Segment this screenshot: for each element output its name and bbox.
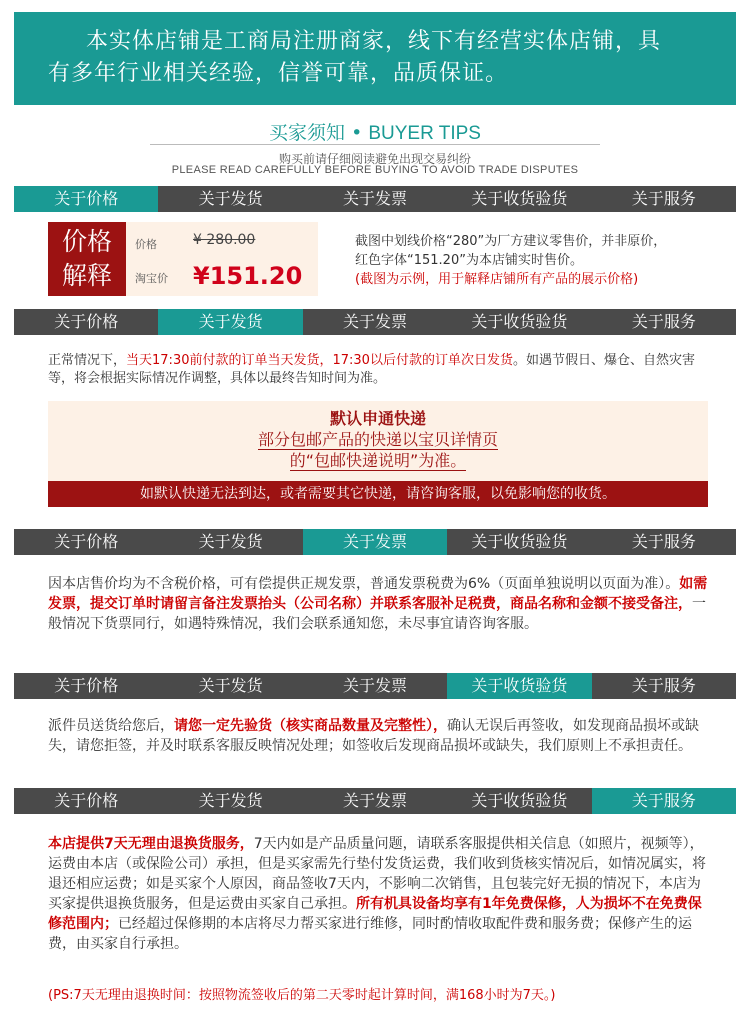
price-explain-line-1: 截图中划线价格“280”为厂方建议零售价，并非原价， xyxy=(355,234,667,249)
tips-divider xyxy=(150,144,600,145)
tab-receipt[interactable]: 关于收货验货 xyxy=(471,189,568,208)
service-text-highlight-2: 所有机具设备均享有1年免费保修，人为损坏不在免费保修范围内； xyxy=(48,896,702,932)
express-line-1 xyxy=(48,429,708,450)
tab-price[interactable]: 关于价格 xyxy=(14,186,158,212)
shipping-text-highlight: 当天17:30前付款的订单当天发货，17:30以后付款的订单次日发货 xyxy=(126,353,513,368)
shipping-text-c: 。如遇节假日、爆仓、自然灾害等，将会根据实际情况作调整，具体以最终告知时间为准。 xyxy=(48,353,695,386)
tab-invoice[interactable]: 关于发票 xyxy=(343,676,408,695)
receipt-text-highlight: 请您一定先验货（核实商品数量及完整性）， xyxy=(174,718,447,734)
tab-shipping[interactable]: 关于发货 xyxy=(198,532,263,551)
receipt-text-a: 派件员送货给您后， xyxy=(48,718,174,734)
tab-shipping[interactable]: 关于发货 xyxy=(198,676,263,695)
list-price-value: ¥ 280.00 xyxy=(193,232,256,248)
tabbar-shipping xyxy=(14,309,736,335)
tab-price[interactable]: 关于价格 xyxy=(54,676,119,695)
tabbar-receipt xyxy=(14,673,736,699)
receipt-paragraph xyxy=(48,716,712,756)
service-text-d: 已经超过保修期的本店将尽力帮买家进行维修，同时酌情收取配件费和服务费；保修产生的运费，由买家自行承担。 xyxy=(48,916,692,952)
tab-price[interactable]: 关于价格 xyxy=(54,532,119,551)
tab-service[interactable]: 关于服务 xyxy=(631,189,696,208)
price-label-line-1: 价格 xyxy=(61,227,112,256)
tips-title-dot: • xyxy=(351,122,363,144)
tab-service[interactable]: 关于服务 xyxy=(592,788,736,814)
tab-receipt[interactable]: 关于收货验货 xyxy=(471,532,568,551)
tab-shipping[interactable]: 关于发货 xyxy=(198,189,263,208)
express-line-1-text: 部分包邮产品的快递以宝贝详情页 xyxy=(257,430,498,449)
list-price-label: 价格 xyxy=(135,238,157,251)
express-title: 默认申通快递 xyxy=(329,409,426,428)
tabbar-service xyxy=(14,788,736,814)
tab-invoice[interactable]: 关于发票 xyxy=(343,189,408,208)
banner-line-1: 本实体店铺是工商局注册商家，线下有经营实体店铺，具 xyxy=(86,29,662,54)
invoice-paragraph xyxy=(48,574,712,634)
tab-price[interactable]: 关于价格 xyxy=(54,791,119,810)
tips-title-cn: 买家须知 xyxy=(269,122,346,144)
tab-invoice[interactable]: 关于发票 xyxy=(343,312,408,331)
price-explanation xyxy=(355,232,725,289)
invoice-text-c: 一般情况下货票同行，如遇特殊情况，我们会联系通知您，未尽事宜请咨询客服。 xyxy=(48,596,706,632)
express-alt-bar: 如默认快递无法到达，或者需要其它快递，请咨询客服，以免影响您的收货。 xyxy=(48,481,708,507)
tab-price[interactable]: 关于价格 xyxy=(54,312,119,331)
service-ps-note: (PS:7天无理由退换时间：按照物流签收后的第二天零时起计算时间，满168小时为7天。) xyxy=(48,988,556,1003)
tab-receipt[interactable]: 关于收货验货 xyxy=(471,312,568,331)
express-line-2 xyxy=(48,450,708,471)
tab-invoice[interactable]: 关于发票 xyxy=(303,529,447,555)
tab-service[interactable]: 关于服务 xyxy=(631,312,696,331)
sale-price-value: ¥151.20 xyxy=(193,262,303,290)
shipping-text-a: 正常情况下， xyxy=(48,353,127,368)
banner-line-2: 有多年行业相关经验，信誉可靠，品质保证。 xyxy=(48,61,509,86)
tabbar-invoice xyxy=(14,529,736,555)
tips-subtitle-cn: 购买前请仔细阅读避免出现交易纠纷 xyxy=(278,152,471,166)
tips-subtitle-en: PLEASE READ CAREFULLY BEFORE BUYING TO AVOID TRADE DISPUTES xyxy=(171,164,579,176)
tab-service[interactable]: 关于服务 xyxy=(631,532,696,551)
price-explain-line-2: 红色字体“151.20”为本店铺实时售价。 xyxy=(355,253,583,268)
tab-invoice[interactable]: 关于发票 xyxy=(343,791,408,810)
tab-service[interactable]: 关于服务 xyxy=(631,676,696,695)
invoice-text-a: 因本店售价均为不含税价格，可有偿提供正规发票，普通发票税费为6%（页面单独说明以页面为准）。 xyxy=(48,576,680,592)
tab-receipt[interactable]: 关于收货验货 xyxy=(447,673,591,699)
price-explain-note: (截图为示例，用于解释店铺所有产品的展示价格) xyxy=(355,272,639,287)
store-banner xyxy=(14,12,736,105)
tab-receipt[interactable]: 关于收货验货 xyxy=(471,791,568,810)
tips-title-en: BUYER TIPS xyxy=(368,123,481,144)
price-explain-label xyxy=(48,222,126,296)
tab-shipping[interactable]: 关于发货 xyxy=(158,309,302,335)
tabbar-price xyxy=(14,186,736,212)
receipt-text-c: 确认无误后再签收，如发现商品损坏或缺失，请您拒签，并及时联系客服反映情况处理；如签收后发现商品损坏或缺失，我们原则上不承担责任。 xyxy=(48,718,699,754)
service-text-b: 7天内如是产品质量问题，请联系客服提供相关信息（如照片，视频等），运费由本店（或保险公司）承担，但是买家需先行垫付发货运费，我们收到货核实情况后，如情况属实，将退还相应运费；如是买家个人原因，商品签收7天内，不影响二次销售，且包装完好无损的情况下，本店为买家提供退换货服务，但是运费由买家自己承担。 xyxy=(48,836,706,912)
tab-shipping[interactable]: 关于发货 xyxy=(198,791,263,810)
express-line-2-text: 的“包邮快递说明”为准。 xyxy=(289,451,467,470)
price-label-line-2: 解释 xyxy=(61,261,112,290)
service-text-highlight-1: 本店提供7天无理由退换货服务， xyxy=(48,836,254,852)
invoice-text-highlight: 如需发票，提交订单时请留言备注发票抬头（公司名称）并联系客服补足税费，商品名称和金额不接受备注， xyxy=(48,576,708,612)
service-paragraph xyxy=(48,834,712,954)
buyer-tips-title xyxy=(0,118,750,145)
express-notice xyxy=(48,401,708,481)
sale-price-label: 淘宝价 xyxy=(135,272,168,285)
shipping-paragraph xyxy=(48,352,712,388)
